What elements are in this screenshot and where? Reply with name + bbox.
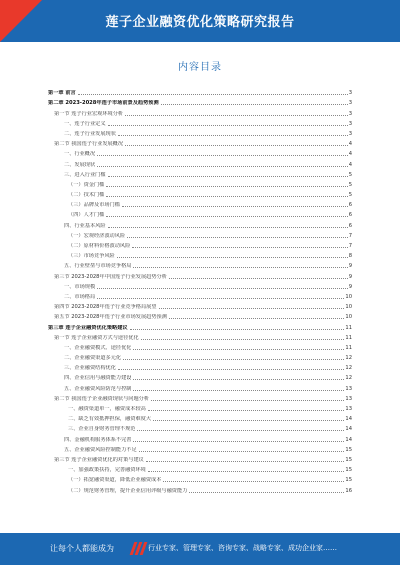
toc-page-number: 15 (345, 446, 352, 453)
toc-leader-dots (133, 379, 344, 380)
toc-page-number: 9 (348, 283, 352, 290)
toc-entry[interactable] (48, 137, 352, 147)
toc-entry[interactable] (48, 381, 352, 391)
toc-leader-dots (125, 115, 348, 116)
toc-entry[interactable] (48, 361, 352, 371)
toc-entry[interactable] (48, 229, 352, 239)
toc-entry[interactable] (48, 208, 352, 218)
toc-leader-dots (125, 145, 348, 146)
toc-page-number: 13 (345, 406, 352, 412)
toc-entry[interactable] (48, 310, 352, 320)
toc-page-number: 3 (348, 90, 352, 97)
toc-page-number: 10 (345, 293, 352, 300)
toc-entry-title: 四、企业信用与融资能力建设 (64, 375, 132, 382)
toc-page-number: 15 (345, 467, 352, 474)
toc-entry[interactable] (48, 300, 352, 310)
toc-leader-dots (133, 390, 344, 391)
table-of-contents (48, 86, 352, 494)
toc-entry[interactable] (48, 320, 352, 330)
toc-entry-title: 二、企业融资渠道多元化 (64, 355, 122, 362)
toc-entry[interactable] (48, 249, 352, 259)
toc-page-number: 5 (348, 171, 352, 178)
toc-entry-title: （四）人才门槛 (68, 212, 105, 219)
toc-leader-dots (122, 206, 348, 207)
toc-page-number: 4 (348, 141, 352, 148)
toc-entry[interactable] (48, 218, 352, 228)
toc-page-number: 12 (345, 355, 352, 362)
toc-leader-dots (106, 216, 347, 217)
toc-leader-dots (130, 329, 345, 330)
toc-page-number: 3 (348, 120, 352, 127)
toc-leader-dots (161, 104, 348, 105)
toc-entry[interactable] (48, 96, 352, 106)
toc-entry-title: （一）拓宽融资渠道，降低企业融资成本 (68, 477, 162, 484)
toc-page-number: 9 (348, 263, 352, 270)
toc-page-number: 12 (345, 375, 352, 382)
toc-entry-title: 五、行业壁垒与市场竞争格局 (64, 263, 132, 270)
toc-page-number: 6 (348, 222, 352, 229)
toc-leader-dots (141, 339, 345, 340)
toc-entry[interactable] (48, 178, 352, 188)
toc-entry[interactable] (48, 259, 352, 269)
toc-page-number: 5 (348, 192, 352, 199)
toc-entry-title: （三）品牌及市场门槛 (68, 202, 120, 209)
toc-entry[interactable] (48, 473, 352, 483)
toc-leader-dots (148, 410, 345, 411)
toc-entry[interactable] (48, 188, 352, 198)
toc-entry-title: 第五节 2023-2028年莲子行业市场发展趋势预测 (54, 314, 167, 321)
toc-entry[interactable] (48, 157, 352, 167)
toc-page-number: 3 (348, 100, 352, 107)
toc-page-number: 7 (348, 243, 352, 249)
toc-entry[interactable] (48, 341, 352, 351)
toc-entry[interactable] (48, 106, 352, 116)
toc-page-number: 16 (345, 487, 352, 494)
toc-entry[interactable] (48, 392, 352, 402)
footer-band (0, 533, 400, 565)
toc-entry-title: 第一章 前言 (48, 90, 76, 97)
toc-page-number: 11 (345, 324, 352, 331)
toc-page-number: 7 (348, 232, 352, 239)
toc-leader-dots (133, 349, 344, 350)
toc-page-number: 12 (345, 365, 352, 372)
toc-page-number: 14 (345, 436, 352, 443)
toc-leader-dots (118, 369, 345, 370)
toc-leader-dots (117, 257, 348, 258)
toc-leader-dots (189, 492, 344, 493)
toc-entry-title: 第二节 我国莲子企业融资现状与问题分析 (54, 395, 150, 402)
toc-entry-title: 第一节 莲子行业宏观环境分析 (54, 110, 124, 117)
toc-page-number: 10 (345, 314, 352, 321)
toc-leader-dots (137, 430, 344, 431)
toc-entry[interactable] (48, 198, 352, 208)
toc-page-number: 13 (345, 395, 352, 402)
toc-entry-title: 二、莲子行业发展现状 (64, 130, 116, 137)
toc-entry-title: 第一节 莲子企业融资方式与途径优化 (54, 334, 139, 341)
toc-leader-dots (108, 227, 348, 228)
toc-entry-title: 一、莲子行业定义 (64, 120, 106, 127)
toc-leader-dots (106, 196, 347, 197)
toc-leader-dots (159, 308, 345, 309)
toc-leader-dots (123, 359, 344, 360)
toc-entry-title: 二、市场格局 (64, 293, 96, 300)
toc-entry-title: （二）原材料价格波动风险 (68, 243, 131, 249)
toc-entry[interactable] (48, 432, 352, 442)
toc-entry-title: （二）技术门槛 (68, 192, 105, 199)
toc-page-number: 4 (348, 151, 352, 158)
toc-entry-title: 五、企业融资风险控制能力不足 (64, 446, 137, 453)
toc-entry-title: 二、发展现状 (64, 161, 96, 168)
toc-heading: 内容目录 (178, 62, 222, 73)
toc-entry-title: 第四节 2023-2028年莲子行业竞争格局展望 (54, 304, 157, 311)
toc-entry[interactable] (48, 443, 352, 453)
toc-entry[interactable] (48, 86, 352, 96)
toc-entry-title: 三、企业融资结构优化 (64, 365, 116, 372)
toc-entry-title: 三、企业自身财务管理不规范 (68, 426, 136, 433)
toc-leader-dots (153, 420, 344, 421)
toc-entry-title: （二）规范财务管理，提升企业信用评级与融资能力 (68, 487, 188, 494)
toc-entry[interactable] (48, 127, 352, 137)
toc-leader-dots (151, 400, 344, 401)
toc-entry-title: 一、市场规模 (64, 283, 96, 290)
toc-entry[interactable] (48, 422, 352, 432)
toc-leader-dots (127, 237, 348, 238)
toc-entry[interactable] (48, 402, 352, 412)
toc-entry-title: 第二节 我国莲子行业发展概况 (54, 141, 124, 148)
toc-leader-dots (139, 451, 345, 452)
toc-leader-dots (169, 318, 344, 319)
toc-entry[interactable] (48, 168, 352, 178)
toc-entry-title: 四、金融机构服务体系不完善 (64, 436, 132, 443)
toc-entry[interactable] (48, 239, 352, 249)
toc-entry[interactable] (48, 463, 352, 473)
toc-page-number: 5 (348, 181, 352, 188)
toc-entry-title: 第三节 2023-2028年中国莲子行业发展趋势分析 (54, 273, 167, 280)
toc-entry-title: 第三章 莲子企业融资优化策略建议 (48, 324, 128, 331)
toc-entry-title: 一、行业概况 (64, 151, 96, 158)
toc-page-number: 15 (345, 456, 352, 463)
toc-entry-title: 四、行业基本风险 (64, 222, 106, 229)
toc-leader-dots (108, 176, 348, 177)
toc-page-number: 3 (348, 130, 352, 137)
footer-slogan: 让每个人都能成为 (50, 544, 114, 553)
toc-page-number: 10 (345, 304, 352, 311)
toc-leader-dots (148, 471, 345, 472)
toc-leader-dots (132, 247, 347, 248)
toc-entry-title: （三）市场竞争风险 (68, 253, 115, 260)
header-band (0, 0, 400, 42)
toc-page-number: 13 (345, 385, 352, 392)
toc-entry[interactable] (48, 280, 352, 290)
toc-entry-title: 五、企业融资风险防范与控制 (64, 385, 132, 392)
toc-entry[interactable] (48, 453, 352, 463)
toc-leader-dots (169, 278, 348, 279)
toc-leader-dots (118, 135, 348, 136)
toc-page-number: 14 (345, 426, 352, 433)
toc-leader-dots (146, 461, 345, 462)
toc-page-number: 11 (345, 334, 352, 341)
toc-page-number: 8 (348, 253, 352, 260)
toc-leader-dots (97, 155, 348, 156)
toc-entry[interactable] (48, 331, 352, 341)
toc-page-number: 14 (345, 416, 352, 423)
toc-entry[interactable] (48, 412, 352, 422)
toc-page-number: 3 (348, 110, 352, 117)
toc-entry[interactable] (48, 269, 352, 279)
footer-tagline: 行业专家、管理专家、咨询专家、战略专家、成功企业家…… (148, 544, 337, 552)
toc-entry-title: 二、缺乏有效抵押担保，融资难度大 (68, 416, 152, 423)
toc-leader-dots (78, 94, 348, 95)
toc-page-number: 4 (348, 161, 352, 168)
toc-page-number: 6 (348, 212, 352, 219)
toc-entry-title: 三、进入行业门槛 (64, 171, 106, 178)
toc-entry-title: 一、加强政策扶持，完善融资环境 (68, 467, 146, 474)
report-title: 莲子企业融资优化策略研究报告 (105, 15, 295, 30)
toc-entry-title: （一）宏观经济波动风险 (68, 232, 126, 239)
toc-page-number: 15 (345, 477, 352, 484)
toc-entry[interactable] (48, 351, 352, 361)
toc-leader-dots (108, 125, 348, 126)
toc-entry-title: （一）资金门槛 (68, 181, 105, 188)
toc-leader-dots (163, 481, 344, 482)
toc-entry[interactable] (48, 371, 352, 381)
toc-leader-dots (97, 298, 344, 299)
toc-page-number: 6 (348, 202, 352, 209)
toc-entry-title: 第二章 2023-2028年莲子市场前景及趋势预测 (48, 100, 159, 107)
toc-leader-dots (97, 166, 348, 167)
toc-entry[interactable] (48, 290, 352, 300)
toc-leader-dots (133, 441, 344, 442)
toc-entry[interactable] (48, 147, 352, 157)
toc-entry-title: 一、融资渠道单一，融资成本较高 (68, 406, 146, 412)
toc-leader-dots (106, 186, 347, 187)
toc-page-number: 11 (345, 344, 352, 351)
toc-leader-dots (133, 267, 347, 268)
toc-entry-title: 第三节 莲子企业融资优化的对策与建议 (54, 456, 144, 463)
toc-leader-dots (97, 288, 348, 289)
toc-entry[interactable] (48, 117, 352, 127)
toc-page-number: 9 (348, 273, 352, 280)
toc-entry[interactable] (48, 483, 352, 493)
toc-entry-title: 一、企业融资模式、途径优化 (64, 344, 132, 351)
